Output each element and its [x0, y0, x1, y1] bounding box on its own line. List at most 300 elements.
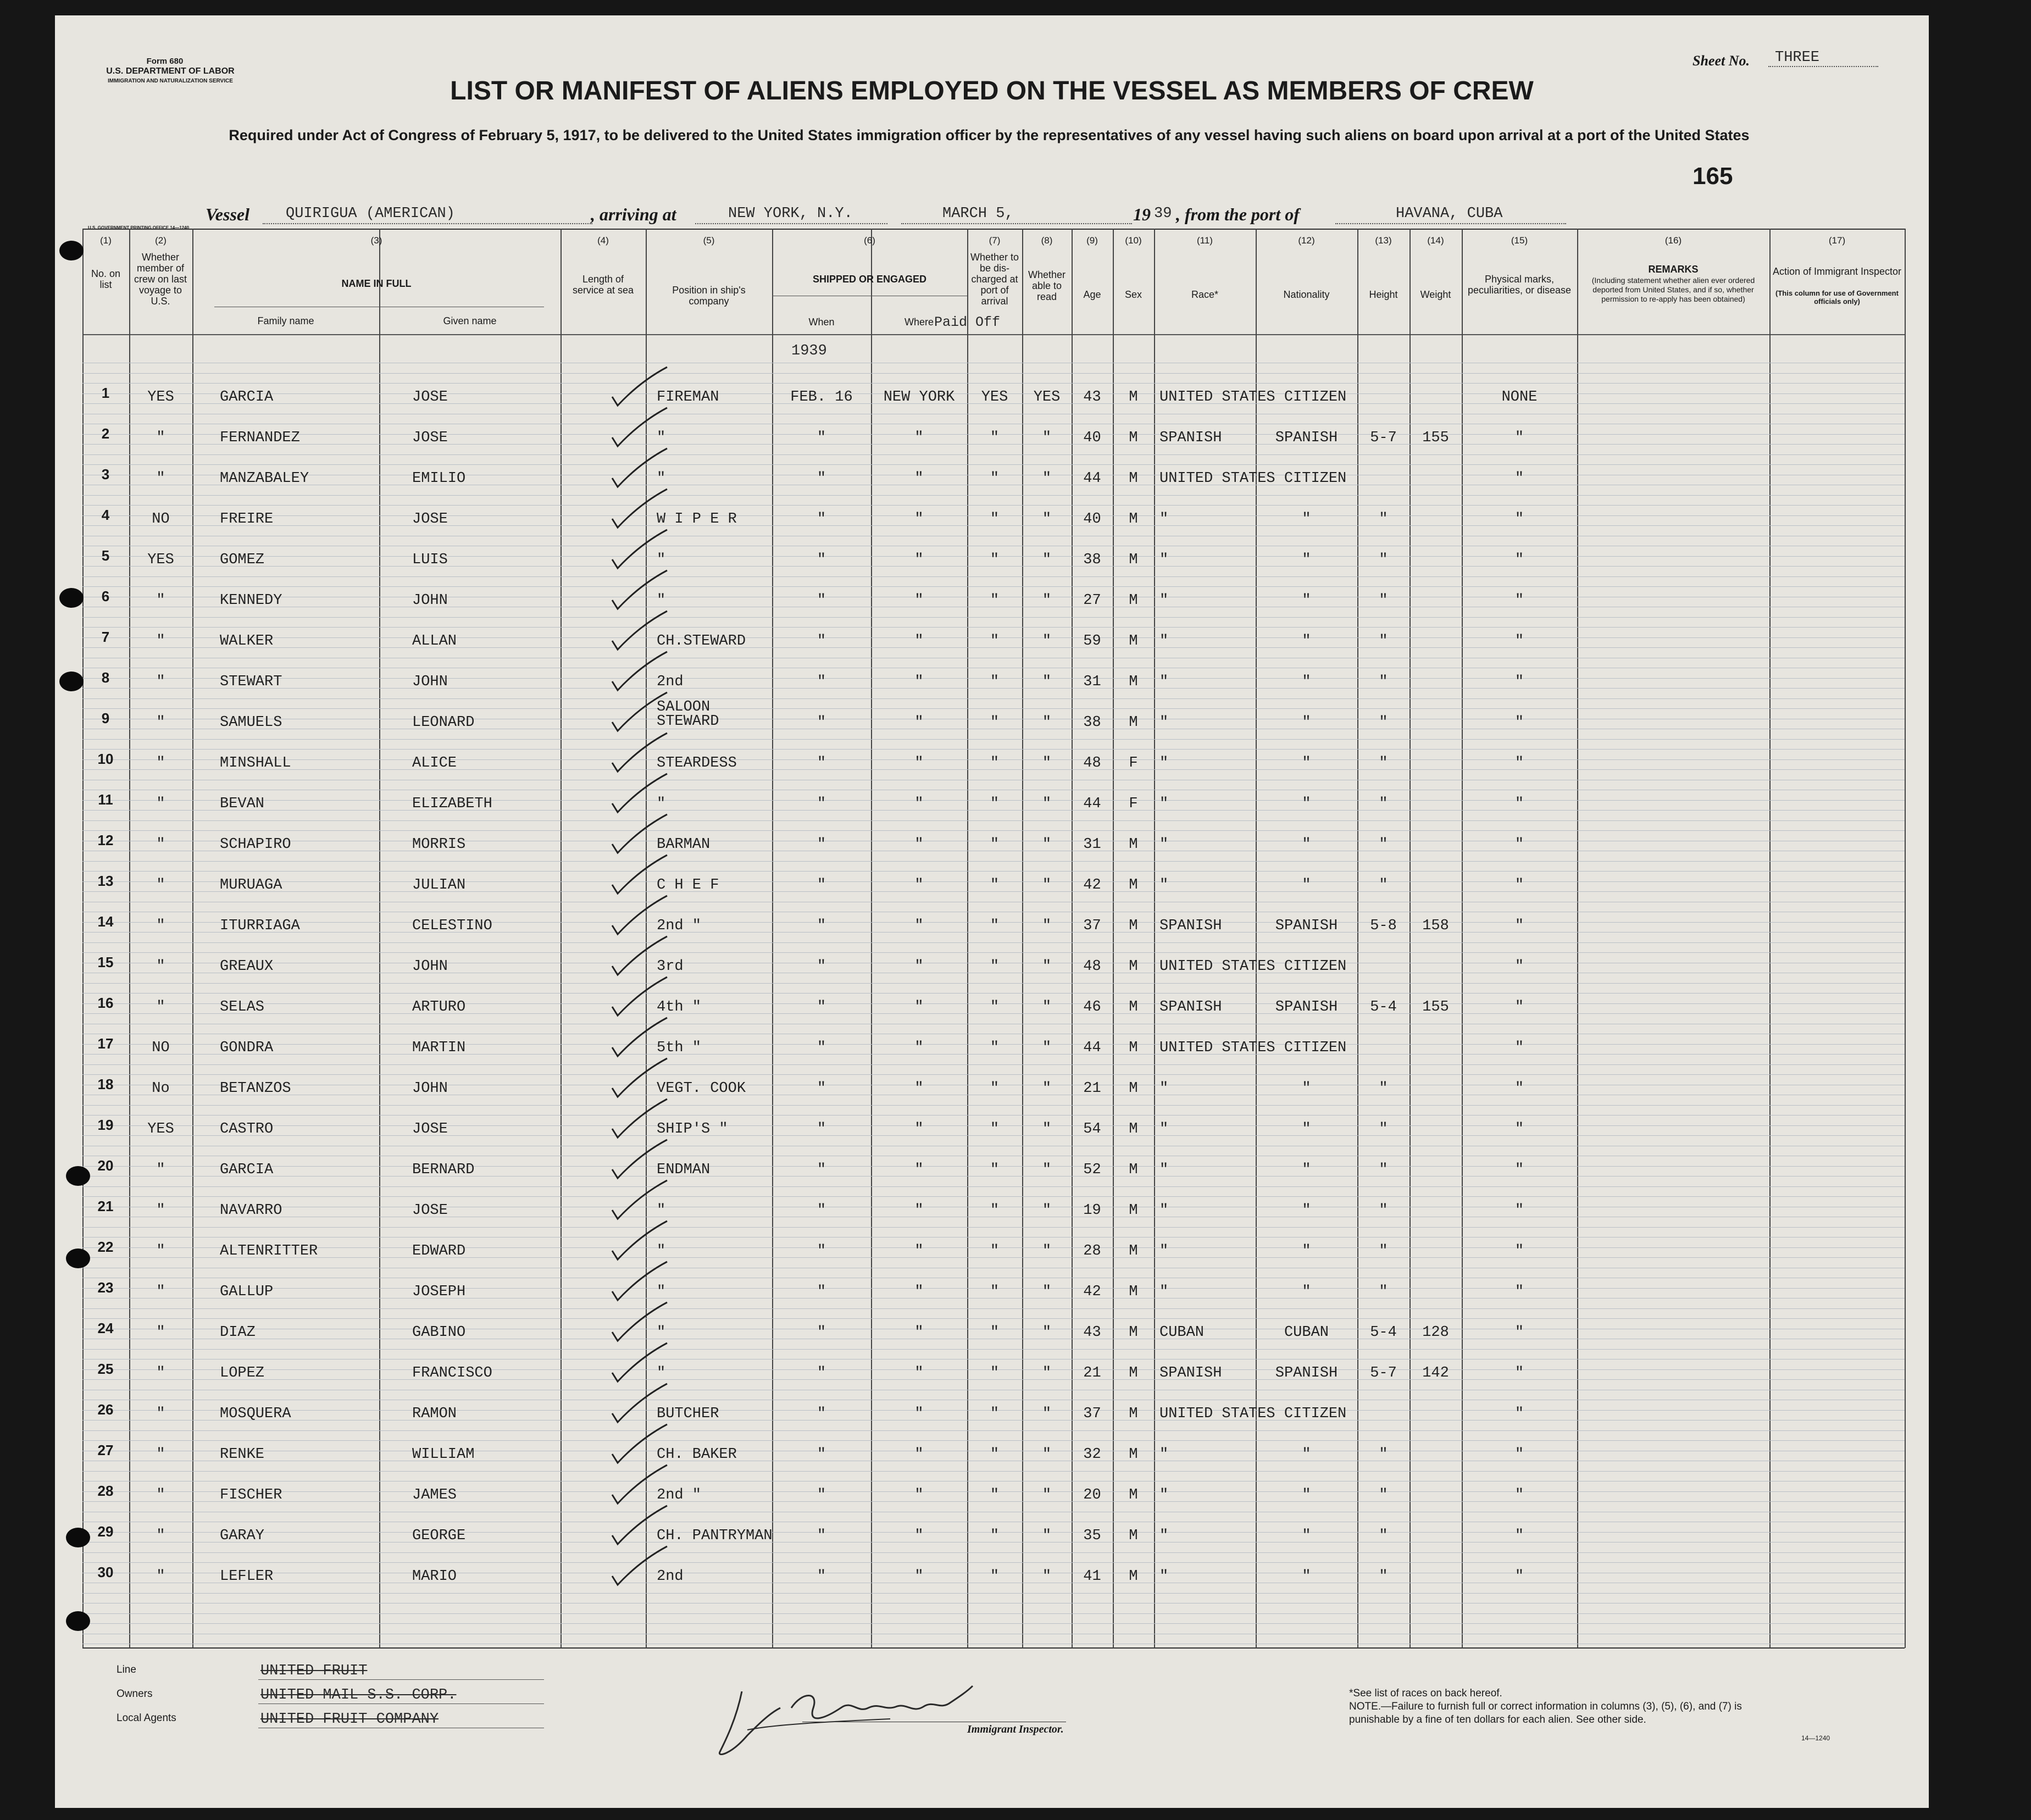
col-16-header: REMARKS	[1648, 264, 1699, 275]
cell-disch: "	[990, 755, 1000, 772]
page-title: LIST OR MANIFEST OF ALIENS EMPLOYED ON THE VESSEL AS MEMBERS OF CREW	[450, 76, 1534, 106]
cell-when: "	[817, 1568, 826, 1585]
cell-race: UNITED STATES CITIZEN	[1159, 470, 1347, 487]
row-number: 5	[101, 547, 110, 564]
cell-where: "	[914, 1568, 924, 1585]
cell-sex: M	[1129, 592, 1138, 609]
col-13-num: (13)	[1375, 235, 1392, 246]
cell-where: NEW YORK	[883, 389, 955, 406]
row-number: 30	[97, 1564, 114, 1580]
date-value: MARCH 5,	[942, 206, 1014, 222]
cell-nat: CUBAN	[1284, 1324, 1329, 1341]
cell-family: MOSQUERA	[220, 1406, 291, 1422]
cell-where: "	[914, 877, 924, 894]
cell-prev: No	[152, 1080, 170, 1097]
cell-sex: M	[1129, 511, 1138, 528]
cell-where: "	[914, 674, 924, 690]
cell-given: ALICE	[412, 755, 457, 772]
cell-disch: "	[990, 1243, 1000, 1259]
cell-family: SCHAPIRO	[220, 836, 291, 853]
cell-height: "	[1379, 836, 1388, 853]
cell-pos: STEARDESS	[657, 755, 737, 772]
cell-height: "	[1379, 674, 1388, 690]
cell-family: GARCIA	[220, 1162, 274, 1178]
cell-height: "	[1379, 1446, 1388, 1463]
cell-sex: M	[1129, 958, 1138, 975]
cell-height: "	[1379, 592, 1388, 609]
cell-read: "	[1042, 1365, 1052, 1381]
cell-age: 54	[1083, 1121, 1101, 1138]
cell-age: 48	[1083, 958, 1101, 975]
cell-disch: "	[990, 1446, 1000, 1463]
col-3-given-header: Given name	[443, 315, 497, 326]
cell-age: 42	[1083, 1284, 1101, 1300]
cell-disch: "	[990, 877, 1000, 894]
cell-sex: F	[1129, 755, 1138, 772]
cell-disch: "	[990, 511, 1000, 528]
cell-given: JOHN	[412, 674, 448, 690]
cell-marks: "	[1514, 511, 1524, 528]
cell-disch: YES	[981, 389, 1008, 406]
punch-hole	[66, 1611, 90, 1631]
cell-marks: "	[1514, 1162, 1524, 1178]
cell-given: GABINO	[412, 1324, 466, 1341]
cell-marks: "	[1514, 836, 1524, 853]
cell-when: "	[817, 999, 826, 1016]
col-12-num: (12)	[1298, 235, 1315, 246]
cell-given: JOSE	[412, 1121, 448, 1138]
cell-where: "	[914, 796, 924, 812]
cell-when: "	[817, 918, 826, 934]
cell-when: "	[817, 1121, 826, 1138]
cell-sex: M	[1129, 1406, 1138, 1422]
cell-height: "	[1379, 755, 1388, 772]
cell-read: "	[1042, 958, 1052, 975]
row-number: 20	[97, 1157, 114, 1174]
checkmark-icon	[610, 1341, 670, 1385]
cell-pos: "	[657, 1243, 666, 1259]
cell-given: JOSE	[412, 430, 448, 446]
cell-sex: M	[1129, 430, 1138, 446]
cell-race: SPANISH	[1159, 918, 1222, 934]
cell-when: "	[817, 1162, 826, 1178]
cell-race: "	[1159, 1446, 1169, 1463]
row-number: 11	[98, 791, 113, 808]
cell-sex: M	[1129, 1121, 1138, 1138]
cell-prev: "	[156, 592, 165, 609]
cell-sex: F	[1129, 796, 1138, 812]
checkmark-icon	[610, 650, 670, 693]
cell-prev: "	[156, 958, 165, 975]
cell-race: "	[1159, 592, 1169, 609]
cell-read: "	[1042, 430, 1052, 446]
cell-given: JOSE	[412, 511, 448, 528]
cell-race: "	[1159, 1243, 1169, 1259]
form-number: Form 680	[146, 57, 184, 66]
year-note: 1939	[791, 343, 827, 359]
cell-read: "	[1042, 755, 1052, 772]
cell-nat: SPANISH	[1275, 918, 1338, 934]
cell-height: 5-7	[1370, 430, 1397, 446]
cell-weight: 142	[1422, 1365, 1449, 1381]
cell-read: "	[1042, 633, 1052, 650]
cell-height: "	[1379, 796, 1388, 812]
footer-agents-value: UNITED FRUIT COMPANY	[260, 1711, 439, 1728]
checkmark-icon	[610, 1463, 670, 1507]
cell-where: "	[914, 958, 924, 975]
col-8-num: (8)	[1041, 235, 1053, 246]
cell-sex: M	[1129, 552, 1138, 568]
checkmark-icon	[610, 1503, 670, 1547]
cell-race: "	[1159, 674, 1169, 690]
cell-family: RENKE	[220, 1446, 265, 1463]
cell-prev: "	[156, 755, 165, 772]
checkmark-icon	[610, 1259, 670, 1303]
cell-when: "	[817, 1080, 826, 1097]
cell-family: LEFLER	[220, 1568, 274, 1585]
checkmark-icon	[610, 365, 670, 409]
cell-where: "	[914, 1487, 924, 1503]
cell-when: "	[817, 511, 826, 528]
cell-height: "	[1379, 1080, 1388, 1097]
cell-nat: "	[1302, 836, 1311, 853]
cell-height: "	[1379, 633, 1388, 650]
cell-when: "	[817, 1528, 826, 1544]
cell-race: "	[1159, 552, 1169, 568]
cell-marks: "	[1514, 1202, 1524, 1219]
cell-prev: "	[156, 470, 165, 487]
cell-given: CELESTINO	[412, 918, 492, 934]
cell-prev: "	[156, 1202, 165, 1219]
cell-sex: M	[1129, 714, 1138, 731]
cell-where: "	[914, 1243, 924, 1259]
cell-prev: "	[156, 796, 165, 812]
cell-where: "	[914, 714, 924, 731]
cell-nat: "	[1302, 1080, 1311, 1097]
cell-read: YES	[1033, 389, 1061, 406]
cell-given: GEORGE	[412, 1528, 466, 1544]
cell-prev: "	[156, 430, 165, 446]
from-value: HAVANA, CUBA	[1396, 206, 1503, 222]
cell-where: "	[914, 511, 924, 528]
row-number: 28	[97, 1483, 114, 1499]
cell-height: 5-8	[1370, 918, 1397, 934]
cell-where: "	[914, 633, 924, 650]
row-number: 10	[97, 751, 114, 767]
cell-pos: VEGT. COOK	[657, 1080, 746, 1097]
checkmark-icon	[610, 1178, 670, 1222]
checkmark-icon	[610, 1381, 670, 1425]
cell-race: "	[1159, 511, 1169, 528]
cell-disch: "	[990, 958, 1000, 975]
cell-disch: "	[990, 1080, 1000, 1097]
cell-marks: "	[1514, 755, 1524, 772]
cell-family: FERNANDEZ	[220, 430, 300, 446]
col-14-header: Weight	[1420, 289, 1451, 300]
cell-age: 21	[1083, 1080, 1101, 1097]
cell-sex: M	[1129, 470, 1138, 487]
cell-given: WILLIAM	[412, 1446, 475, 1463]
cell-disch: "	[990, 1568, 1000, 1585]
cell-where: "	[914, 1121, 924, 1138]
cell-age: 21	[1083, 1365, 1101, 1381]
cell-sex: M	[1129, 1080, 1138, 1097]
cell-nat: "	[1302, 592, 1311, 609]
col-3-header: NAME IN FULL	[341, 278, 412, 289]
cell-prev: YES	[147, 552, 174, 568]
cell-prev: "	[156, 1487, 165, 1503]
cell-pos: "	[657, 1284, 666, 1300]
col-17-subheader: (This column for use of Government officials only)	[1775, 289, 1899, 306]
col-3-family-header: Family name	[257, 315, 314, 326]
cell-marks: NONE	[1501, 389, 1538, 406]
col-3-num: (3)	[370, 235, 382, 246]
cell-given: LEONARD	[412, 714, 475, 731]
cell-when: "	[817, 958, 826, 975]
col-4-header: Length of service at sea	[572, 274, 634, 296]
row-number: 16	[97, 995, 114, 1011]
cell-marks: "	[1514, 796, 1524, 812]
cell-where: "	[914, 430, 924, 446]
cell-sex: M	[1129, 1284, 1138, 1300]
cell-where: "	[914, 470, 924, 487]
row-number: 12	[97, 832, 114, 848]
col-2-header: Whether member of crew on last voyage to U.S.	[134, 252, 187, 307]
cell-disch: "	[990, 1202, 1000, 1219]
cell-height: 5-4	[1370, 999, 1397, 1016]
cell-pos: "	[657, 470, 666, 487]
cell-sex: M	[1129, 1568, 1138, 1585]
cell-given: MARIO	[412, 1568, 457, 1585]
cell-nat: "	[1302, 1121, 1311, 1138]
cell-prev: "	[156, 1324, 165, 1341]
cell-read: "	[1042, 1243, 1052, 1259]
cell-marks: "	[1514, 1568, 1524, 1585]
cell-age: 43	[1083, 1324, 1101, 1341]
col-7-num: (7)	[989, 235, 1001, 246]
cell-nat: "	[1302, 552, 1311, 568]
row-number: 2	[101, 425, 110, 442]
cell-pos: CH. PANTRYMAN	[657, 1528, 773, 1544]
cell-when: "	[817, 592, 826, 609]
cell-marks: "	[1514, 1121, 1524, 1138]
from-label: , from the port of	[1176, 204, 1300, 224]
cell-pos: BUTCHER	[657, 1406, 719, 1422]
cell-family: GALLUP	[220, 1284, 274, 1300]
cell-marks: "	[1514, 552, 1524, 568]
cell-nat: "	[1302, 796, 1311, 812]
vessel-value: QUIRIGUA (AMERICAN)	[286, 206, 455, 222]
cell-when: "	[817, 1202, 826, 1219]
cell-prev: "	[156, 1284, 165, 1300]
cell-sex: M	[1129, 1202, 1138, 1219]
col-11-header: Race*	[1191, 289, 1219, 300]
cell-when: "	[817, 836, 826, 853]
row-number: 3	[101, 466, 110, 482]
cell-marks: "	[1514, 1406, 1524, 1422]
col-9-header: Age	[1083, 289, 1101, 300]
col-1-header: No. on list	[91, 268, 121, 290]
cell-read: "	[1042, 999, 1052, 1016]
footer-agents-label: Local Agents	[116, 1712, 176, 1724]
col-9-num: (9)	[1086, 235, 1098, 246]
cell-age: 38	[1083, 552, 1101, 568]
col-8-header: Whether able to read	[1028, 269, 1066, 302]
cell-pos: FIREMAN	[657, 389, 719, 406]
checkmark-icon	[610, 812, 670, 856]
col-10-header: Sex	[1124, 289, 1142, 300]
cell-marks: "	[1514, 1324, 1524, 1341]
cell-given: BERNARD	[412, 1162, 475, 1178]
cell-height: "	[1379, 1284, 1388, 1300]
cell-when: "	[817, 552, 826, 568]
cell-race: SPANISH	[1159, 1365, 1222, 1381]
cell-given: RAMON	[412, 1406, 457, 1422]
cell-height: "	[1379, 552, 1388, 568]
cell-nat: "	[1302, 1202, 1311, 1219]
cell-race: "	[1159, 1162, 1169, 1178]
cell-prev: "	[156, 714, 165, 731]
cell-given: JOHN	[412, 1080, 448, 1097]
row-number: 13	[97, 873, 114, 889]
sheet-value: THREE	[1775, 49, 1820, 66]
cell-disch: "	[990, 592, 1000, 609]
cell-family: MINSHALL	[220, 755, 291, 772]
punch-hole	[66, 1166, 90, 1186]
cell-height: "	[1379, 1243, 1388, 1259]
cell-nat: SPANISH	[1275, 1365, 1338, 1381]
cell-given: JOSE	[412, 1202, 448, 1219]
cell-marks: "	[1514, 674, 1524, 690]
checkmark-icon	[610, 487, 670, 531]
cell-read: "	[1042, 1406, 1052, 1422]
row-number: 29	[97, 1523, 114, 1540]
cell-nat: "	[1302, 674, 1311, 690]
cell-marks: "	[1514, 714, 1524, 731]
cell-age: 35	[1083, 1528, 1101, 1544]
cell-height: "	[1379, 1487, 1388, 1503]
row-number: 19	[97, 1117, 114, 1133]
cell-sex: M	[1129, 918, 1138, 934]
col-16-subheader: (Including statement whether alien ever ordered deported from United States, and if so, whether permission to re-apply has been obtained)	[1591, 276, 1755, 303]
cell-height: "	[1379, 714, 1388, 731]
punch-hole	[59, 588, 84, 608]
cell-where: "	[914, 1040, 924, 1056]
col-15-header: Physical marks, peculiarities, or disease	[1467, 274, 1572, 296]
col-7-header: Whether to be dis-charged at port of arrival	[970, 252, 1019, 307]
cell-disch: "	[990, 918, 1000, 934]
cell-age: 31	[1083, 674, 1101, 690]
cell-pos: SHIP'S "	[657, 1121, 728, 1138]
cell-pos: "	[657, 1202, 666, 1219]
cell-family: DIAZ	[220, 1324, 256, 1341]
row-number: 15	[97, 954, 114, 970]
footer-owners-label: Owners	[116, 1688, 153, 1700]
cell-nat: "	[1302, 1446, 1311, 1463]
cell-height: "	[1379, 511, 1388, 528]
cell-disch: "	[990, 999, 1000, 1016]
cell-nat: "	[1302, 1162, 1311, 1178]
cell-age: 46	[1083, 999, 1101, 1016]
punch-hole	[59, 241, 84, 260]
cell-read: "	[1042, 1202, 1052, 1219]
cell-sex: M	[1129, 1487, 1138, 1503]
cell-height: 5-7	[1370, 1365, 1397, 1381]
cell-where: "	[914, 1365, 924, 1381]
cell-read: "	[1042, 836, 1052, 853]
cell-marks: "	[1514, 1284, 1524, 1300]
cell-prev: YES	[147, 389, 174, 406]
cell-prev: "	[156, 674, 165, 690]
cell-nat: "	[1302, 714, 1311, 731]
row-number: 9	[101, 710, 110, 726]
row-number: 4	[101, 507, 110, 523]
col-6-where-header: Where	[904, 317, 934, 328]
cell-read: "	[1042, 918, 1052, 934]
form-code: 14—1240	[1801, 1734, 1830, 1742]
checkmark-icon	[610, 1056, 670, 1100]
cell-nat: SPANISH	[1275, 430, 1338, 446]
cell-age: 44	[1083, 1040, 1101, 1056]
cell-prev: "	[156, 999, 165, 1016]
cell-nat: "	[1302, 877, 1311, 894]
cell-when: "	[817, 796, 826, 812]
cell-disch: "	[990, 1040, 1000, 1056]
cell-sex: M	[1129, 836, 1138, 853]
cell-family: LOPEZ	[220, 1365, 265, 1381]
cell-height: "	[1379, 1528, 1388, 1544]
cell-race: UNITED STATES CITIZEN	[1159, 1406, 1347, 1422]
cell-marks: "	[1514, 1243, 1524, 1259]
col-6-header: SHIPPED OR ENGAGED	[812, 274, 927, 285]
checkmark-icon	[610, 1300, 670, 1344]
col-16-num: (16)	[1664, 235, 1682, 246]
cell-height: "	[1379, 877, 1388, 894]
col-2-num: (2)	[155, 235, 167, 246]
cell-sex: M	[1129, 1324, 1138, 1341]
row-number: 7	[101, 629, 110, 645]
cell-disch: "	[990, 1324, 1000, 1341]
cell-when: "	[817, 1243, 826, 1259]
col-1-num: (1)	[100, 235, 112, 246]
cell-age: 38	[1083, 714, 1101, 731]
cell-race: "	[1159, 755, 1169, 772]
cell-race: "	[1159, 714, 1169, 731]
row-number: 17	[97, 1035, 114, 1052]
col-4-num: (4)	[597, 235, 609, 246]
cell-race: CUBAN	[1159, 1324, 1205, 1341]
inspector-label: Immigrant Inspector.	[967, 1723, 1064, 1735]
cell-race: "	[1159, 1202, 1169, 1219]
col-10-num: (10)	[1125, 235, 1142, 246]
cell-race: "	[1159, 1284, 1169, 1300]
cell-given: JAMES	[412, 1487, 457, 1503]
punch-hole	[66, 1528, 90, 1547]
cell-height: 5-4	[1370, 1324, 1397, 1341]
year-prefix: 19	[1133, 204, 1151, 224]
cell-when: "	[817, 1487, 826, 1503]
cell-height: "	[1379, 1202, 1388, 1219]
checkmark-icon	[610, 731, 670, 775]
cell-given: JOSEPH	[412, 1284, 466, 1300]
row-number: 21	[97, 1198, 114, 1214]
cell-disch: "	[990, 1365, 1000, 1381]
col-14-num: (14)	[1427, 235, 1444, 246]
port-value: NEW YORK, N.Y.	[728, 206, 853, 222]
cell-race: SPANISH	[1159, 999, 1222, 1016]
col-11-num: (11)	[1197, 235, 1213, 246]
checkmark-icon	[610, 975, 670, 1019]
